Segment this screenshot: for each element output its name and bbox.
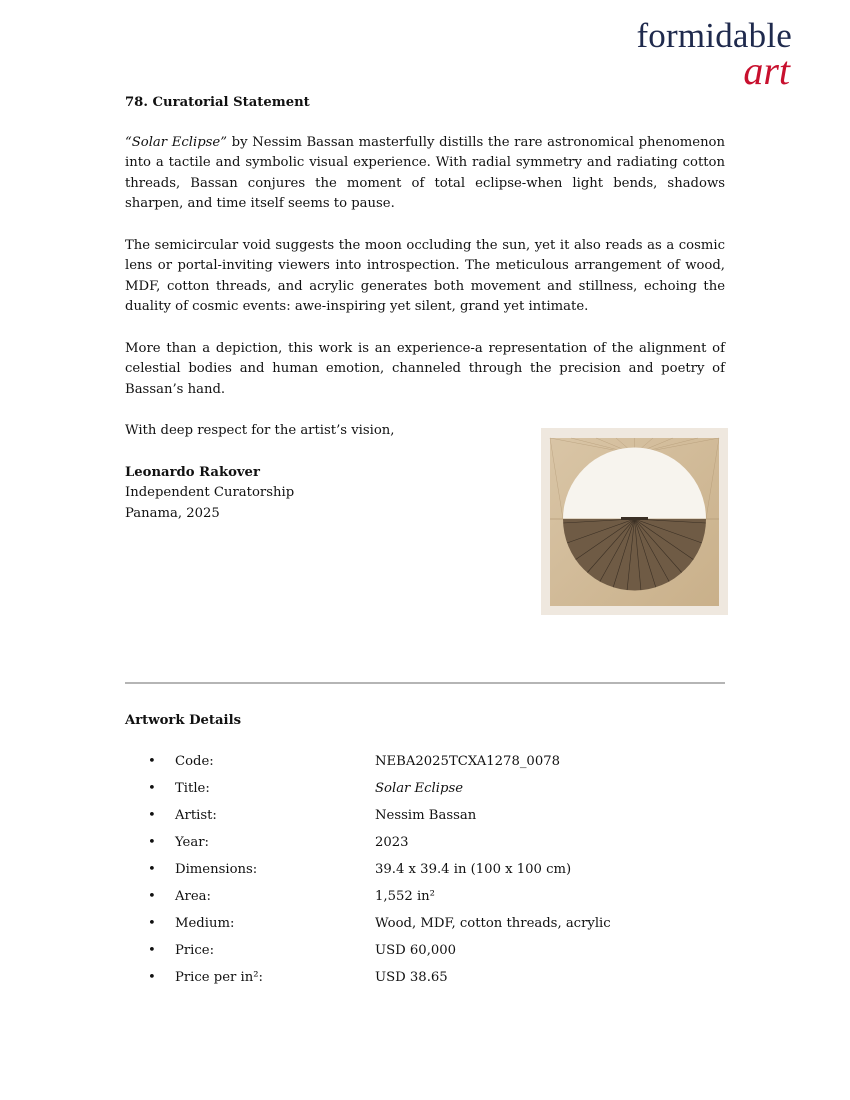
detail-row-price [125, 941, 745, 968]
statement-paragraph-2: The semicircular void suggests the moon occluding the sun, yet it also reads as a cosmic lens or portal-inviting viewers into introspection. The meticulous arrangement of wood, MDF, cotton threads, and acrylic generates both movement and stillness, echoing the duality of cosmic events: awe-inspiring yet silent, grand yet intimate. [125, 237, 725, 314]
detail-value: 1,552 in² [375, 889, 435, 904]
detail-value: USD 60,000 [375, 943, 457, 958]
detail-label: Dimensions: [175, 862, 258, 877]
statement-paragraph-1 [125, 133, 725, 215]
detail-value: NEBA2025TCXA1278_0078 [375, 754, 560, 769]
artwork-details-list [125, 752, 745, 995]
detail-label: Price per in²: [175, 970, 263, 985]
bullet: • [148, 781, 156, 796]
detail-value: 2023 [375, 835, 409, 850]
detail-row-medium [125, 914, 745, 941]
detail-row-dimensions [125, 860, 745, 887]
detail-value: 39.4 x 39.4 in (100 x 100 cm) [375, 862, 572, 877]
logo-wordmark-art: art [743, 48, 790, 93]
detail-row-year [125, 833, 745, 860]
bullet: • [148, 862, 156, 877]
detail-value: USD 38.65 [375, 970, 448, 985]
bullet: • [148, 943, 156, 958]
detail-row-code [125, 752, 745, 779]
bullet: • [148, 754, 156, 769]
bullet: • [148, 970, 156, 985]
detail-value: Wood, MDF, cotton threads, acrylic [375, 916, 611, 931]
detail-label: Title: [175, 781, 210, 796]
statement-paragraph-3: More than a depiction, this work is an experience-a representation of the alignment of celestial bodies and human emotion, channeled through the precision and poetry of Bassan’s hand. [125, 340, 725, 397]
statement-paragraph-1-text: by Nessim Bassan masterfully distills the rare astronomical phenomenon into a tactile and symbolic visual experience. With radial symmetry and radiating cotton threads, Bassan conjures the moment of total eclipse-when light bends, shadows sharpen, and time itself seems to pause. [125, 134, 725, 211]
detail-label: Medium: [175, 916, 235, 931]
detail-row-title [125, 779, 745, 806]
section-divider [125, 682, 725, 684]
logo-wordmark-formidable: formidable [636, 16, 792, 55]
bullet: • [148, 835, 156, 850]
detail-row-artist [125, 806, 745, 833]
detail-label: Area: [175, 889, 211, 904]
detail-value: Solar Eclipse [375, 781, 464, 796]
artwork-title-quote: “Solar Eclipse” [125, 134, 227, 150]
detail-label: Code: [175, 754, 214, 769]
detail-value: Nessim Bassan [375, 808, 477, 823]
detail-row-area [125, 887, 745, 914]
closing-line: With deep respect for the artist’s vision, [125, 423, 395, 438]
artwork-image [541, 428, 728, 615]
artwork-details-heading: Artwork Details [125, 713, 242, 728]
statement-heading: 78. Curatorial Statement [125, 95, 310, 110]
curator-name: Leonardo Rakover [125, 464, 260, 480]
detail-label: Price: [175, 943, 215, 958]
bullet: • [148, 808, 156, 823]
formidable-art-logo [636, 16, 792, 93]
curator-role: Independent Curatorship [125, 485, 295, 500]
detail-row-price-per-area [125, 968, 745, 995]
bullet: • [148, 916, 156, 931]
detail-label: Artist: [175, 808, 217, 823]
detail-label: Year: [175, 835, 209, 850]
curator-place-date: Panama, 2025 [125, 505, 220, 521]
bullet: • [148, 889, 156, 904]
